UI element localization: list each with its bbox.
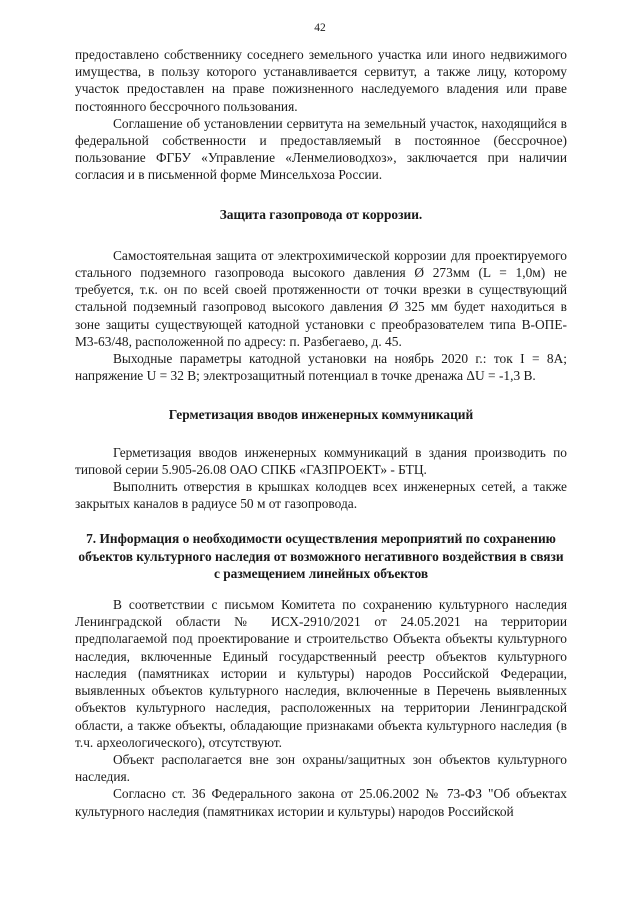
paragraph-intro-continuation: предоставлено собственнику соседнего земельного участка или иного недвижимого имущества, в пользу которого устанавливается сервитут, а также лицу, которому участок предоставлен на праве пожизненного наследуемого владения или праве постоянного бессрочного пользования. [75,47,567,114]
paragraph-heritage-committee-letter: В соответствии с письмом Комитета по сохранению культурного наследия Ленинградской области № ИСХ-2910/2021 от 24.05.2021 на территории предполагаемой под проектирование и строительство Объекта объекты культурного наследия, включенные Единый государственный реестр объектов культурного наследия (памятниках истории и культуры) народов Российской Федерации, выявленных объектов культурного наследия, включенные в Перечень выявленных объектов культурного наследия, расположенных на территории Ленинградской области, а также объекты, обладающие признаками объекта культурного наследия (в т.ч. археологического), отсутствуют. [75,597,567,750]
page-content [75,46,567,820]
paragraph-corrosion-protection: Самостоятельная защита от электрохимической коррозии для проектируемого стального подземного газопровода высокого давления Ø 273мм (L = 1,0м) не требуется, т.к. он по всей своей протяженности от точки врезки в существующий стальной подземный газопровод высокого давления Ø 325 мм будет находиться в зоне защиты существующей катодной установки с преобразователем типа В-ОПЕ-М3-63/48, расположенной по адресу: п. Разбегаево, д. 45. [75,247,567,349]
paragraph-federal-law-reference: Согласно ст. 36 Федерального закона от 25.06.2002 № 73-ФЗ "Об объектах культурного наследия (памятниках истории и культуры) народов Российской [75,786,567,819]
heading-corrosion-protection: Защита газопровода от коррозии. [219,206,423,222]
paragraph-protection-zones: Объект располагается вне зон охраны/защитных зон объектов культурного наследия. [75,751,567,785]
paragraph-servitude-agreement: Соглашение об установлении сервитута на земельный участок, находящийся в федеральной собственности и предоставляемый в постоянное (бессрочное) пользование ФГБУ «Управление «Ленмелиоводхоз», заключается при наличии согласия и в письменной форме Минсельхоза России. [75,115,567,183]
page-number: 42 [314,22,326,34]
paragraph-inlet-sealing: Герметизация вводов инженерных коммуникаций в здания производить по типовой серии 5.905-26.08 ОАО СПКБ «ГАЗПРОЕКТ» - БТЦ. [75,444,567,477]
heading-inlet-sealing: Герметизация вводов инженерных коммуникаций [168,407,474,423]
paragraph-cathode-output-params: Выходные параметры катодной установки на ноябрь 2020 г.: ток I = 8А; напряжение U = 32 В; электрозащитный потенциал в точке дренажа ΔU = -1,3 В. [75,351,567,384]
paragraph-well-cover-holes: Выполнить отверстия в крышках колодцев всех инженерных сетей, а также закрытых каналов в радиусе 50 м от газопровода. [75,479,567,512]
heading-section-7-cultural-heritage: 7. Информация о необходимости осуществления мероприятий по сохранению объектов культурного наследия от возможного негативного воздействия в связи с размещением линейных объектов [78,531,564,581]
